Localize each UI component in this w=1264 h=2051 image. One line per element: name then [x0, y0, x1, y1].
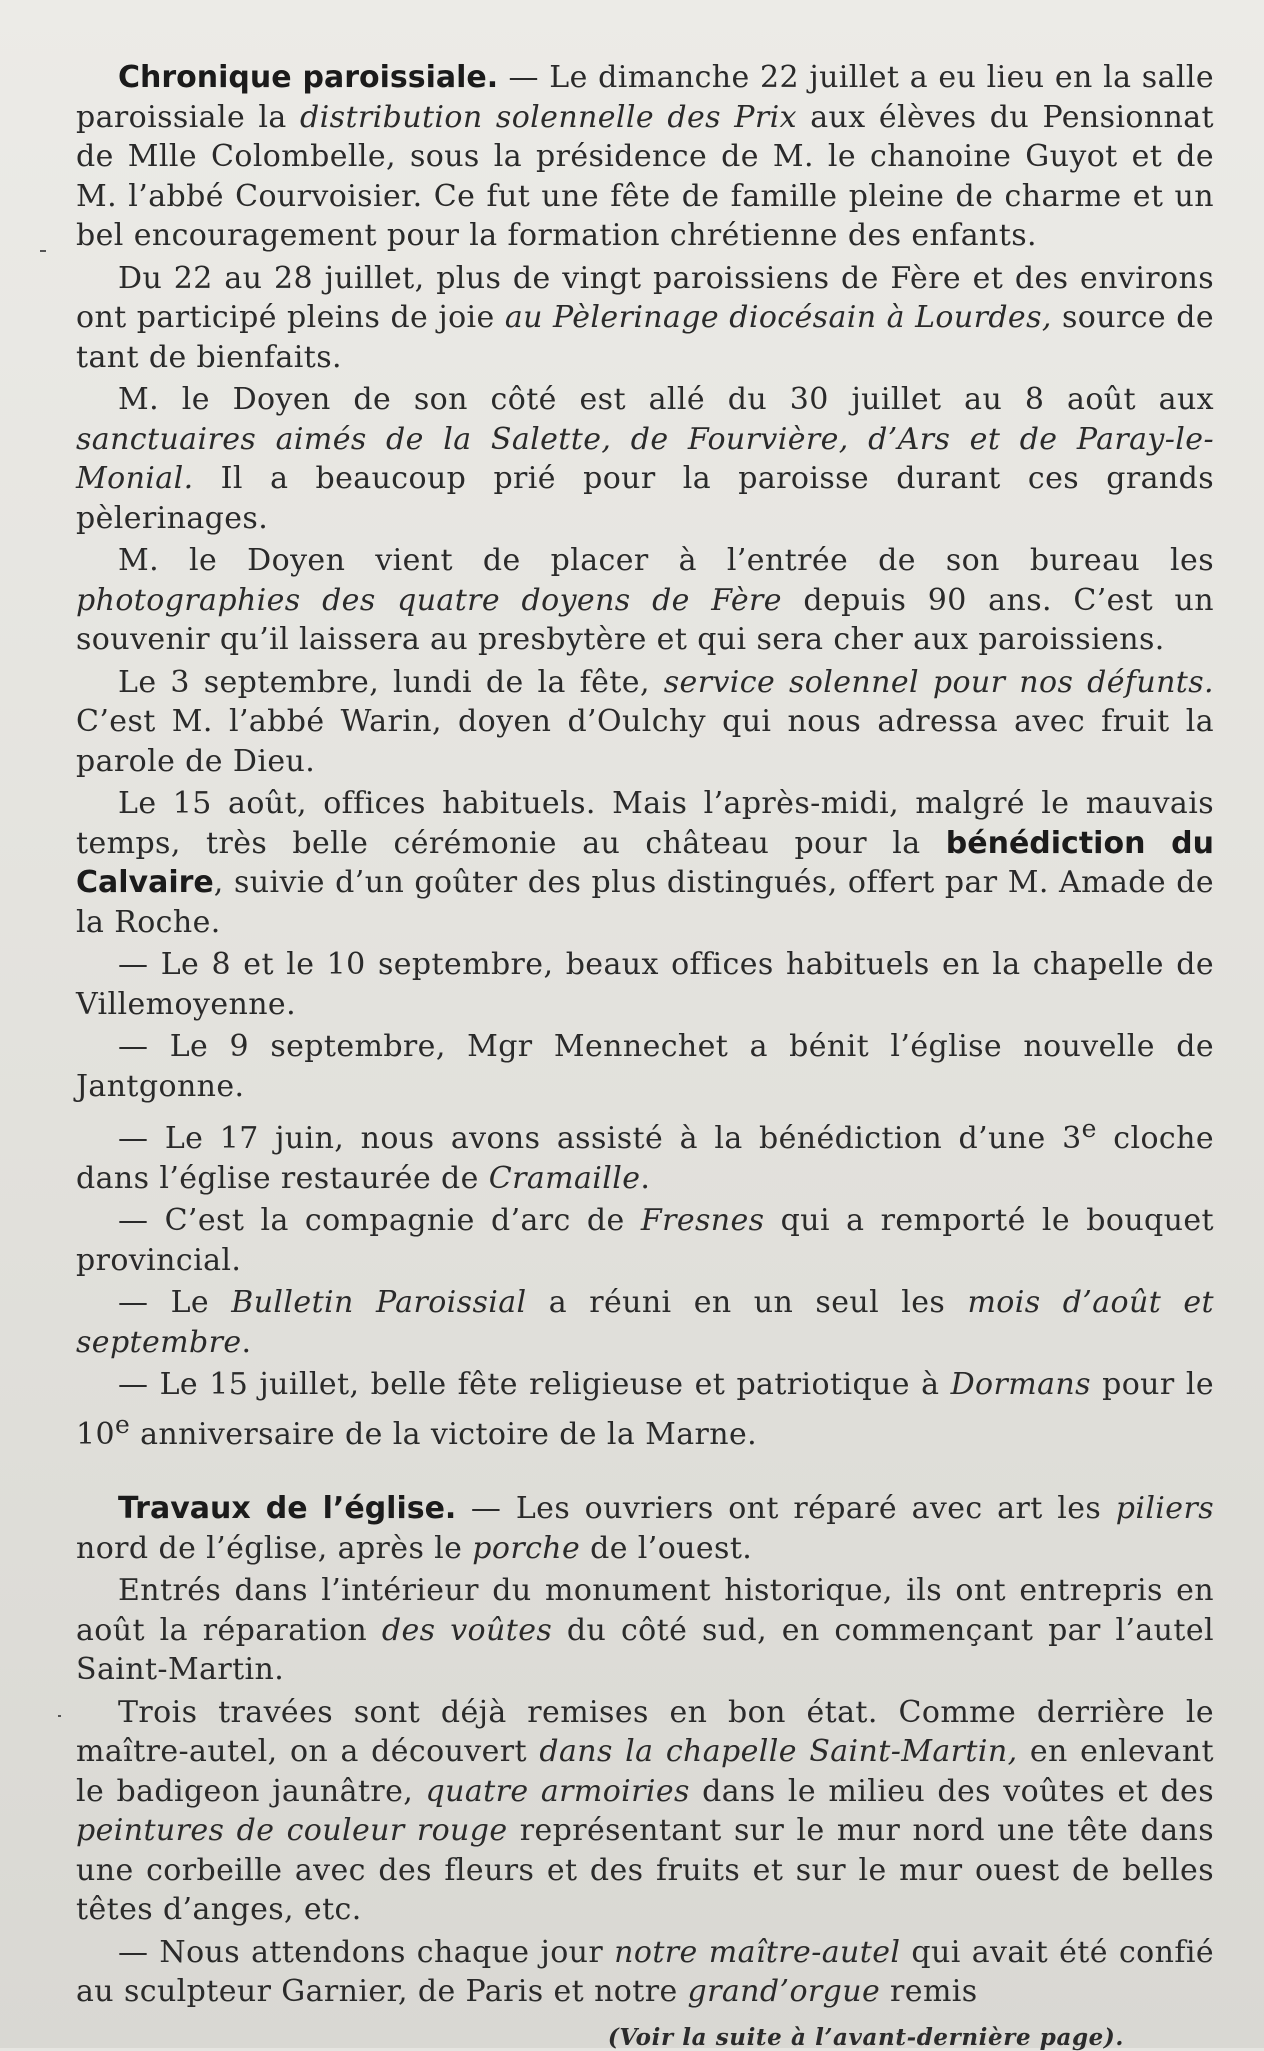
paragraph: — C’est la compagnie d’arc de Fresnes qui a remporté le bouquet provincial.	[76, 1203, 1214, 1278]
margin-mark	[58, 1715, 61, 1717]
text-column	[76, 58, 1214, 2051]
paragraph: — Le Bulletin Paroissial a réuni en un seul les mois d’août et septembre.	[76, 1285, 1214, 1360]
paragraph: Entrés dans l’intérieur du monument historique, ils ont entrepris en août la réparation des voûtes du côté sud, en commençant par l’autel Saint-Martin.	[76, 1573, 1214, 1687]
paragraph: Le 3 septembre, lundi de la fête, service solennel pour nos défunts. C’est M. l’abbé Warin, doyen d’Oulchy qui nous adressa avec fruit la parole de Dieu.	[76, 664, 1214, 779]
paragraph: — Nous attendons chaque jour notre maître-autel qui avait été confié au sculpteur Garnier, de Paris et notre grand’orgue remis	[76, 1934, 1214, 2009]
paragraph: Du 22 au 28 juillet, plus de vingt paroissiens de Fère et des environs ont participé pleins de joie au Pèlerinage diocésain à Lourdes, source de tant de bienfaits.	[76, 260, 1214, 375]
continuation-note: (Voir la suite à l’avant-dernière page).	[607, 2023, 1124, 2051]
section-travaux	[76, 1489, 1214, 2012]
paragraph: — Le 17 juin, nous avons assisté à la bénédiction d’une 3e cloche dans l’église restaurée de Cramaille.	[76, 1114, 1215, 1196]
paragraph: M. le Doyen vient de placer à l’entrée de son bureau les photographies des quatre doyens de Fère depuis 90 ans. C’est un souvenir qu’il laissera au presbytère et qui sera cher aux paroissiens.	[76, 543, 1214, 657]
paragraph: Trois travées sont déjà remises en bon état. Comme derrière le maître-autel, on a découvert dans la chapelle Saint-Martin, en enlevant le badigeon jaunâtre, quatre armoiries dans le milieu des voûtes et des peintures de couleur rouge représentant sur le mur nord une tête dans une corbeille avec des fleurs et des fruits et sur le mur ouest de belles têtes d’anges, etc.	[76, 1694, 1214, 1927]
section-heading: Travaux de l’église.	[118, 1491, 457, 1526]
section-chronique	[76, 58, 1214, 1454]
section-heading: Chronique paroissiale.	[118, 60, 499, 95]
section-gap	[76, 1457, 1214, 1489]
paragraph: — Le 15 juillet, belle fête religieuse et patriotique à Dormans pour le 10e anniversaire de la victoire de la Marne.	[76, 1367, 1214, 1452]
paragraph: Travaux de l’église. — Les ouvriers ont réparé avec art les piliers nord de l’église, après le porche de l’ouest.	[76, 1491, 1214, 1566]
paragraph: Chronique paroissiale. — Le dimanche 22 juillet a eu lieu en la salle paroissiale la distribution solennelle des Prix aux élèves du Pensionnat de Mlle Colombelle, sous la présidence de M. le chanoine Guyot et de M. l’abbé Courvoisier. Ce fut une fête de famille pleine de charme et un bel encouragement pour la formation chrétienne des enfants.	[76, 60, 1214, 253]
paragraph: M. le Doyen de son côté est allé du 30 juillet au 8 août aux sanctuaires aimés de la Salette, de Fourvière, d’Ars et de Paray-le-Monial. Il a beaucoup prié pour la paroisse durant ces grands pèlerinages.	[76, 382, 1214, 536]
margin-mark	[40, 250, 46, 252]
paragraph: — Le 8 et le 10 septembre, beaux offices habituels en la chapelle de Villemoyenne.	[76, 947, 1214, 1022]
paragraph: Le 15 août, offices habituels. Mais l’après-midi, malgré le mauvais temps, très belle cérémonie au château pour la bénédiction du Calvaire, suivie d’un goûter des plus distingués, offert par M. Amade de la Roche.	[76, 786, 1214, 940]
paragraph: — Le 9 septembre, Mgr Mennechet a bénit l’église nouvelle de Jantgonne.	[76, 1029, 1214, 1104]
